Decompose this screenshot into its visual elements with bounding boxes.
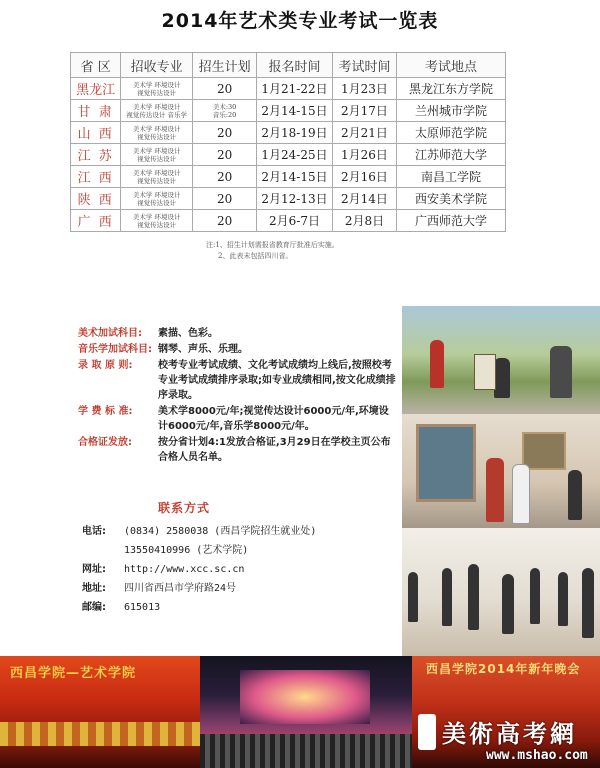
plan-cell: 20 [193,122,257,144]
exam-place: 西安美术学院 [396,188,505,210]
major-line: 美术学 环境设计 [132,190,181,199]
province: 陕 西 [71,188,121,210]
info-label: 音乐学加试科目: [78,344,152,355]
plan-line: 美术:30 [212,102,237,111]
website-link[interactable]: http://www.xcc.sc.cn [124,564,245,575]
table-row [71,188,506,210]
major-cell [121,144,193,166]
registration-time: 2月12-13日 [257,188,333,210]
photo-concert-stage [200,656,412,768]
major-line: 视觉传达设计 [137,176,177,185]
watermark-overlay [412,656,600,768]
exam-schedule-table [70,52,506,232]
exam-time: 1月26日 [332,144,396,166]
page-title: 2014年艺术类专业考试一览表 [161,10,439,32]
info-label: 学 费 标 准: [78,406,133,417]
province: 甘 肃 [71,100,121,122]
contact-info [82,522,316,617]
photo-stage-performance [0,656,200,768]
dancer-figure [530,568,540,624]
table-header-row [71,53,506,78]
contact-row [82,541,316,560]
province: 江 西 [71,166,121,188]
person-figure [512,464,530,524]
address-label: 地址: [82,583,106,594]
zip-label: 邮编: [82,602,106,613]
header-province: 省 区 [71,53,121,78]
person-figure [568,470,582,520]
info-row [78,326,398,341]
registration-time: 2月18-19日 [257,122,333,144]
info-label: 合格证发放: [78,437,132,448]
dancer-figure [468,564,479,630]
major-line: 美术学 环境设计 [132,168,181,177]
spacer [82,541,124,560]
info-row [78,342,398,357]
info-row [78,358,398,403]
major-cell [121,78,193,100]
note-line: 2、此表未包括四川省。 [218,252,293,260]
info-value: 素描、色彩。 [158,328,218,339]
exam-time: 2月17日 [332,100,396,122]
info-label: 美术加试科目: [78,328,142,339]
major-line: 视觉传达设计 [137,154,177,163]
note-line: 注:1、招生计划需报省教育厅批准后实施。 [206,241,339,249]
province: 黑龙江 [71,78,121,100]
performance-banner: 西昌学院—艺术学院 [10,666,137,681]
exam-time: 2月8日 [332,210,396,232]
info-row [78,435,398,465]
registration-time: 2月6-7日 [257,210,333,232]
photo-outdoor-sketching [402,306,600,414]
painting-frame [522,432,566,470]
website-label: 网址: [82,564,106,575]
easel-shape [474,354,496,390]
province: 江 苏 [71,144,121,166]
exam-place: 兰州城市学院 [396,100,505,122]
watermark-url: www.mshao.com [486,748,588,763]
contact-row [82,598,316,617]
watermark-text: 美術高考網 [442,719,577,748]
orchestra-row [200,734,412,768]
table-row [71,210,506,232]
gala-banner: 西昌学院2014年新年晚会 [426,662,581,676]
plan-cell: 20 [193,78,257,100]
exam-place: 太原师范学院 [396,122,505,144]
province: 山 西 [71,122,121,144]
phone-primary: (0834) 2580038 (西昌学院招生就业处) [124,526,317,537]
phone-secondary: 13550410996 (艺术学院) [124,545,249,556]
plan-cell: 20 [193,166,257,188]
major-cell [121,188,193,210]
contact-title: 联系方式 [158,501,211,515]
dancer-figure [558,572,568,626]
plan-cell: 20 [193,210,257,232]
major-cell [121,122,193,144]
painting-frame [416,424,476,502]
info-value: 按分省计划4:1发放合格证,3月29日在学校主页公布合格人员名单。 [158,437,391,463]
person-figure [550,346,572,398]
exam-place: 黑龙江东方学院 [396,78,505,100]
header-registration: 报名时间 [257,53,333,78]
table-row [71,78,506,100]
plan-cell [193,100,257,122]
major-line: 视觉传达设计 [137,88,177,97]
province: 广 西 [71,210,121,232]
major-line: 视觉传达设计 [137,198,177,207]
plan-cell: 20 [193,188,257,210]
major-line: 美术学 环境设计 [132,124,181,133]
address-value: 四川省西昌市学府路24号 [124,583,237,594]
exam-time: 2月16日 [332,166,396,188]
major-cell [121,210,193,232]
header-major: 招收专业 [121,53,193,78]
table-row [71,166,506,188]
header-plan: 招生计划 [193,53,257,78]
info-value: 钢琴、声乐、乐理。 [158,344,248,355]
person-figure [494,358,510,398]
contact-row [82,522,316,541]
phone-label: 电话: [82,526,106,537]
info-row [78,404,398,434]
registration-time: 1月21-22日 [257,78,333,100]
person-figure [486,458,504,522]
major-line: 视觉传达设计 [137,132,177,141]
exam-place: 南昌工学院 [396,166,505,188]
plan-cell: 20 [193,144,257,166]
info-value: 美术学8000元/年;视觉传达设计6000元/年,环境设计6000元/年,音乐学8000元/年。 [158,406,389,432]
exam-time: 2月14日 [332,188,396,210]
table-row [71,144,506,166]
exam-place: 广西师范大学 [396,210,505,232]
table-notes [206,240,339,262]
admission-info [78,326,398,466]
stage-screen [240,670,370,724]
photo-art-gallery [402,414,600,528]
major-line: 视觉传达设计 音乐学 [126,110,187,119]
major-line: 视觉传达设计 [137,220,177,229]
table-row [71,122,506,144]
zip-value: 615013 [124,602,161,613]
registration-time: 2月14-15日 [257,100,333,122]
contact-row [82,579,316,598]
dancer-figure [442,568,452,626]
dancer-figure [582,568,594,638]
info-value: 校考专业考试成绩、文化考试成绩均上线后,按照校考专业考试成绩排序录取;如专业成绩相同,按文化成绩排序录取。 [158,360,396,401]
major-line: 美术学 环境设计 [132,80,181,89]
exam-place: 江苏师范大学 [396,144,505,166]
major-line: 美术学 环境设计 [132,212,181,221]
registration-time: 1月24-25日 [257,144,333,166]
photo-dance-class [402,528,600,656]
exam-time: 1月23日 [332,78,396,100]
plan-line: 音乐:20 [212,110,237,119]
info-label: 录 取 原 则: [78,360,133,371]
registration-time: 2月14-15日 [257,166,333,188]
person-figure [430,340,444,388]
dancer-figure [408,572,418,622]
contact-row [82,560,316,579]
dancer-figure [502,574,514,634]
header-exam-place: 考试地点 [396,53,505,78]
header-exam-time: 考试时间 [332,53,396,78]
exam-time: 2月21日 [332,122,396,144]
major-cell [121,100,193,122]
table-row [71,100,506,122]
dancers-row [0,722,200,746]
major-line: 美术学 环境设计 [132,146,181,155]
major-line: 美术学 环境设计 [132,102,181,111]
major-cell [121,166,193,188]
